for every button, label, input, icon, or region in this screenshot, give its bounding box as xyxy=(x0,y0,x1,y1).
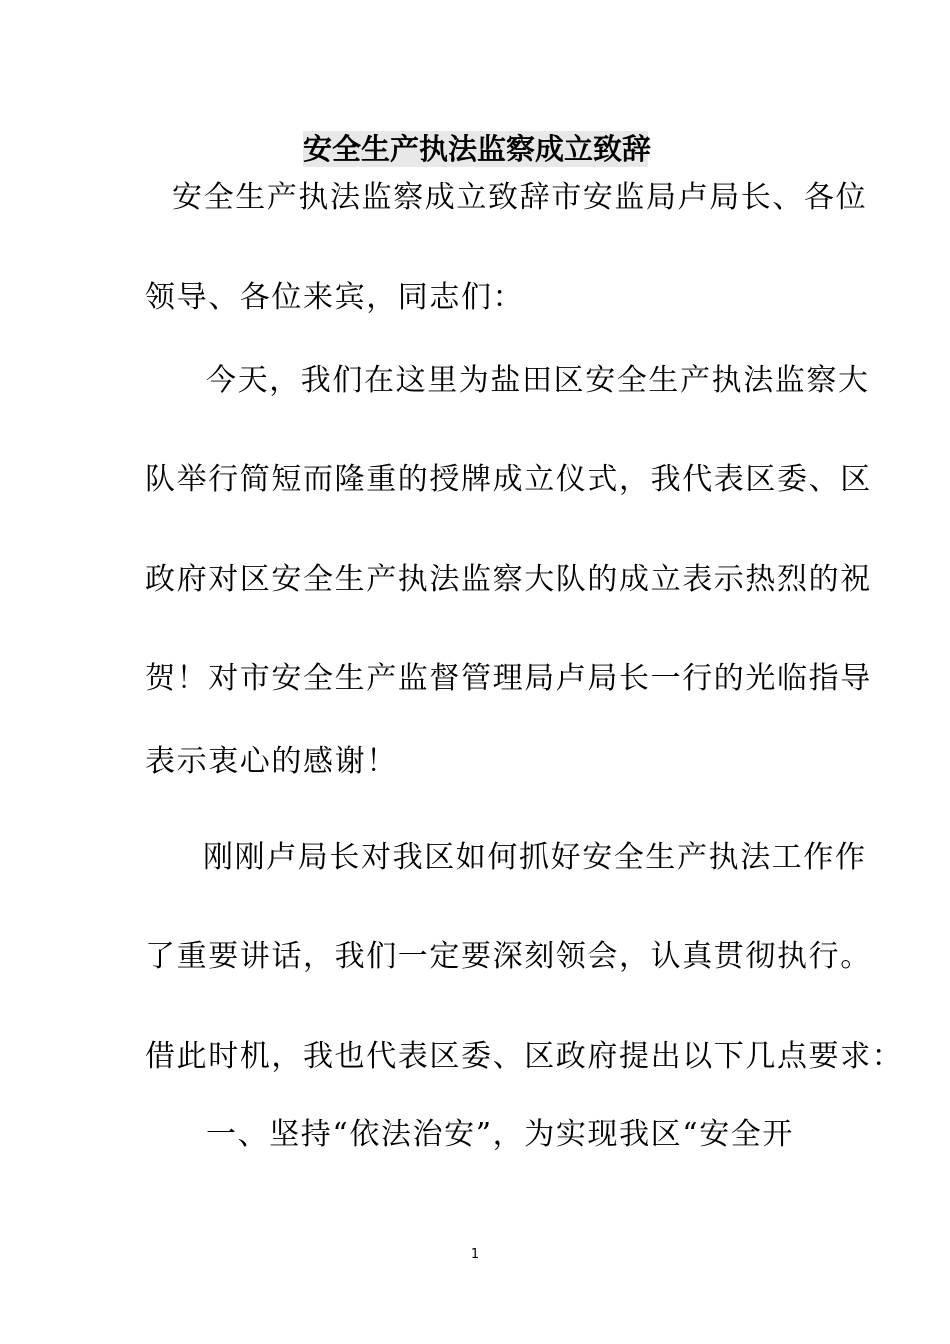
paragraph-line: 刚刚卢局长对我区如何抓好安全生产执法工作作 xyxy=(203,840,867,875)
paragraph-line: 贺！对市安全生产监督管理局卢局长一行的光临指导 xyxy=(145,661,872,696)
paragraph-line: 安全生产执法监察成立致辞市安监局卢局长、各位 xyxy=(172,180,868,215)
paragraph-line: 政府对区安全生产执法监察大队的成立表示热烈的祝 xyxy=(145,562,872,597)
paragraph-line: 借此时机，我也代表区委、区政府提出以下几点要求： xyxy=(145,1039,904,1074)
paragraph-line: 队举行简短而隆重的授牌成立仪式，我代表区委、区 xyxy=(145,462,872,497)
page-number: 1 xyxy=(470,1247,480,1262)
paragraph-line: 领导、各位来宾，同志们： xyxy=(145,280,525,315)
paragraph-line: 表示衷心的感谢！ xyxy=(145,744,398,779)
paragraph-line: 了重要讲话，我们一定要深刻领会，认真贯彻执行。 xyxy=(145,939,872,974)
paragraph-line: 今天，我们在这里为盐田区安全生产执法监察大 xyxy=(206,363,870,398)
paragraph-line: 一、坚持“依法治安”，为实现我区“安全开 xyxy=(206,1117,795,1152)
document-title: 安全生产执法监察成立致辞 xyxy=(303,132,652,166)
